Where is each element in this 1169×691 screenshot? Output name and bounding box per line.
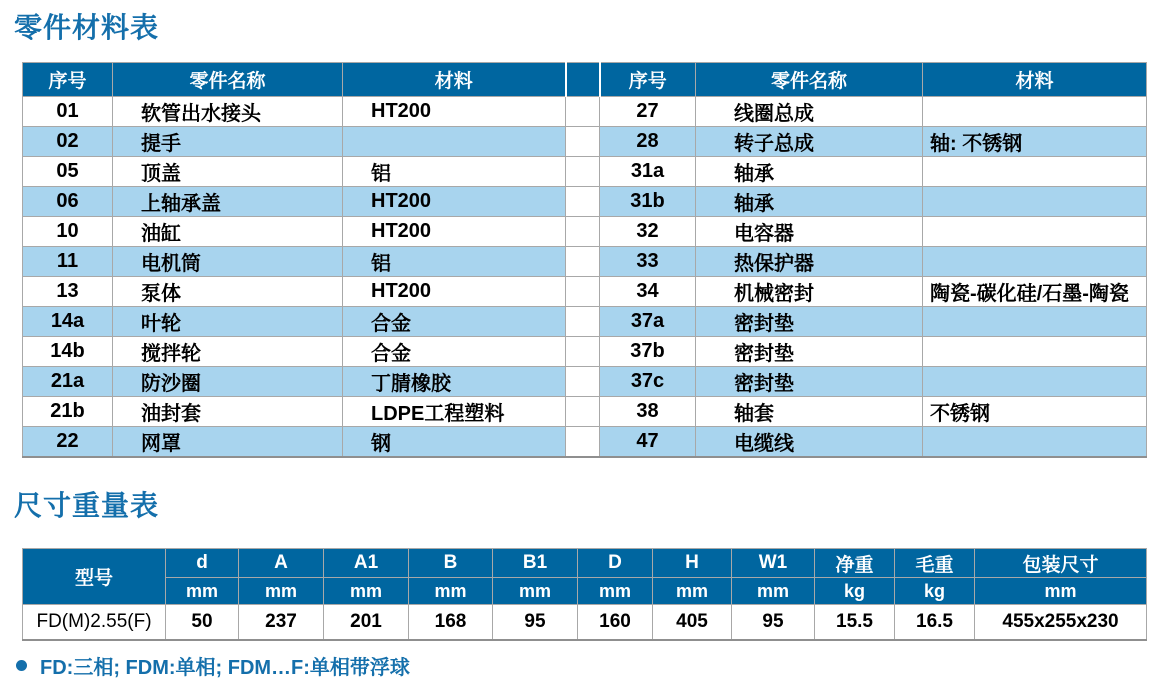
part-name: 搅拌轮 [113, 337, 343, 367]
part-name: 轴承 [696, 187, 923, 217]
dims-table-title: 尺寸重量表 [14, 490, 160, 521]
footnote [16, 651, 410, 680]
col-header-h: H [653, 549, 732, 578]
unit-cell: mm [732, 578, 815, 605]
table-gap [566, 127, 600, 157]
col-header-model: 型号 [23, 549, 166, 605]
table-row [23, 397, 1147, 427]
col-header-no: 序号 [600, 63, 696, 97]
table-row [23, 247, 1147, 277]
table-gap [566, 337, 600, 367]
table-gap [566, 157, 600, 187]
part-no: 31b [600, 187, 696, 217]
part-name: 机械密封 [696, 277, 923, 307]
part-no: 21b [23, 397, 113, 427]
part-material: 合金 [343, 307, 566, 337]
part-no: 37a [600, 307, 696, 337]
part-name: 密封垫 [696, 337, 923, 367]
part-no: 02 [23, 127, 113, 157]
value-w1: 95 [732, 605, 815, 641]
table-gap [566, 397, 600, 427]
part-material: 铝 [343, 247, 566, 277]
col-header-gross-weight: 毛重 [895, 549, 975, 578]
col-header-dd: D [578, 549, 653, 578]
unit-cell: mm [324, 578, 409, 605]
part-no: 05 [23, 157, 113, 187]
part-material: 轴: 不锈钢 [923, 127, 1147, 157]
value-a1: 201 [324, 605, 409, 641]
table-row [23, 187, 1147, 217]
unit-cell: mm [409, 578, 493, 605]
unit-cell: mm [239, 578, 324, 605]
part-name: 泵体 [113, 277, 343, 307]
col-header-w1: W1 [732, 549, 815, 578]
table-row [23, 97, 1147, 127]
part-material: 陶瓷-碳化硅/石墨-陶瓷 [923, 277, 1147, 307]
unit-cell: mm [493, 578, 578, 605]
col-header-name: 零件名称 [696, 63, 923, 97]
part-name: 轴套 [696, 397, 923, 427]
part-name: 软管出水接头 [113, 97, 343, 127]
part-no: 38 [600, 397, 696, 427]
footnote-text: FD:三相; FDM:单相; FDM…F:单相带浮球 [40, 657, 410, 679]
part-no: 21a [23, 367, 113, 397]
part-no: 13 [23, 277, 113, 307]
part-no: 32 [600, 217, 696, 247]
col-header-material: 材料 [923, 63, 1147, 97]
table-row [23, 157, 1147, 187]
value-a: 237 [239, 605, 324, 641]
table-gap [566, 367, 600, 397]
bullet-icon [16, 660, 27, 671]
table-row [23, 307, 1147, 337]
table-row [23, 127, 1147, 157]
table-row [23, 217, 1147, 247]
part-no: 22 [23, 427, 113, 458]
part-material [923, 157, 1147, 187]
part-material: LDPE工程塑料 [343, 397, 566, 427]
part-no: 01 [23, 97, 113, 127]
part-name: 叶轮 [113, 307, 343, 337]
part-name: 电容器 [696, 217, 923, 247]
part-material [923, 307, 1147, 337]
table-gap [566, 217, 600, 247]
table-gap [566, 307, 600, 337]
value-package-size: 455x255x230 [975, 605, 1147, 641]
unit-cell: kg [815, 578, 895, 605]
table-gap [566, 277, 600, 307]
table-gap [566, 427, 600, 458]
part-material [923, 187, 1147, 217]
value-b: 168 [409, 605, 493, 641]
parts-table-title: 零件材料表 [14, 12, 160, 43]
part-no: 27 [600, 97, 696, 127]
model-value: FD(M)2.55(F) [23, 605, 166, 641]
part-name: 上轴承盖 [113, 187, 343, 217]
dims-unit-row [23, 578, 1147, 605]
dims-header-row [23, 549, 1147, 578]
parts-material-table [22, 62, 1147, 458]
part-name: 转子总成 [696, 127, 923, 157]
part-name: 线圈总成 [696, 97, 923, 127]
value-dd: 160 [578, 605, 653, 641]
value-b1: 95 [493, 605, 578, 641]
part-no: 06 [23, 187, 113, 217]
table-row [23, 367, 1147, 397]
part-no: 47 [600, 427, 696, 458]
part-material [343, 127, 566, 157]
col-header-net-weight: 净重 [815, 549, 895, 578]
part-material [923, 217, 1147, 247]
dims-data-row [23, 605, 1147, 641]
unit-cell: mm [975, 578, 1147, 605]
part-no: 37c [600, 367, 696, 397]
table-gap [566, 97, 600, 127]
col-header-b1: B1 [493, 549, 578, 578]
part-material: 合金 [343, 337, 566, 367]
col-header-a: A [239, 549, 324, 578]
part-material: HT200 [343, 97, 566, 127]
parts-header-row [23, 63, 1147, 97]
part-material: HT200 [343, 187, 566, 217]
part-name: 密封垫 [696, 307, 923, 337]
unit-cell: mm [578, 578, 653, 605]
part-material: 丁腈橡胶 [343, 367, 566, 397]
part-no: 37b [600, 337, 696, 367]
value-h: 405 [653, 605, 732, 641]
table-row [23, 277, 1147, 307]
part-material: HT200 [343, 217, 566, 247]
part-no: 33 [600, 247, 696, 277]
value-gross-weight: 16.5 [895, 605, 975, 641]
part-material: 不锈钢 [923, 397, 1147, 427]
part-name: 防沙圈 [113, 367, 343, 397]
unit-cell: mm [166, 578, 239, 605]
table-gap [566, 247, 600, 277]
part-name: 热保护器 [696, 247, 923, 277]
value-d: 50 [166, 605, 239, 641]
table-row [23, 337, 1147, 367]
part-no: 11 [23, 247, 113, 277]
part-name: 电缆线 [696, 427, 923, 458]
part-material: HT200 [343, 277, 566, 307]
part-name: 油缸 [113, 217, 343, 247]
dimensions-weight-table [22, 548, 1147, 641]
part-material: 铝 [343, 157, 566, 187]
part-no: 14b [23, 337, 113, 367]
part-material [923, 367, 1147, 397]
col-header-package-size: 包装尺寸 [975, 549, 1147, 578]
part-name: 密封垫 [696, 367, 923, 397]
col-header-name: 零件名称 [113, 63, 343, 97]
part-name: 轴承 [696, 157, 923, 187]
part-no: 28 [600, 127, 696, 157]
part-material [923, 337, 1147, 367]
table-gap [566, 63, 600, 97]
part-material [923, 97, 1147, 127]
part-name: 网罩 [113, 427, 343, 458]
part-no: 14a [23, 307, 113, 337]
part-no: 10 [23, 217, 113, 247]
col-header-a1: A1 [324, 549, 409, 578]
table-gap [566, 187, 600, 217]
col-header-d: d [166, 549, 239, 578]
part-no: 31a [600, 157, 696, 187]
col-header-no: 序号 [23, 63, 113, 97]
part-name: 电机筒 [113, 247, 343, 277]
unit-cell: mm [653, 578, 732, 605]
part-no: 34 [600, 277, 696, 307]
value-net-weight: 15.5 [815, 605, 895, 641]
col-header-material: 材料 [343, 63, 566, 97]
part-material: 钢 [343, 427, 566, 458]
part-name: 提手 [113, 127, 343, 157]
part-name: 顶盖 [113, 157, 343, 187]
unit-cell: kg [895, 578, 975, 605]
part-material [923, 247, 1147, 277]
col-header-b: B [409, 549, 493, 578]
part-material [923, 427, 1147, 458]
part-name: 油封套 [113, 397, 343, 427]
table-row [23, 427, 1147, 458]
